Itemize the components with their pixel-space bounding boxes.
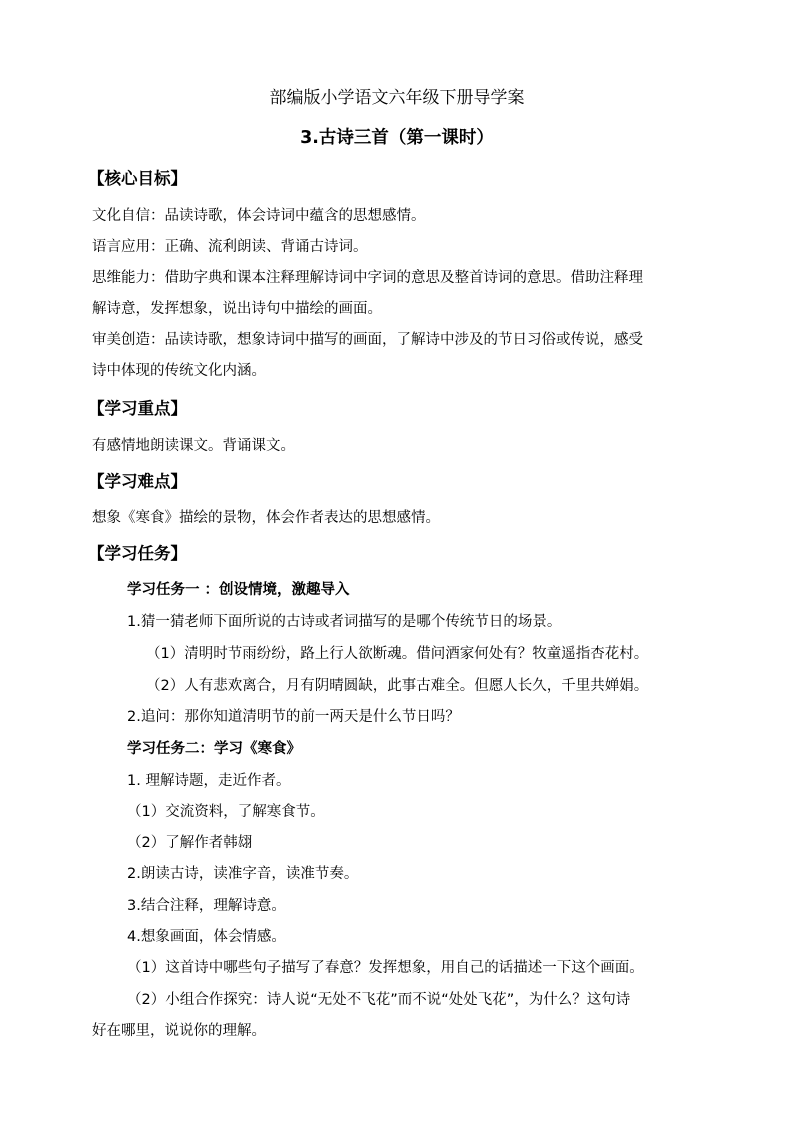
core-goal-line: 语言应用：正确、流利朗读、背诵古诗词。 bbox=[92, 239, 368, 255]
core-goal-line: 诗中体现的传统文化内涵。 bbox=[92, 363, 266, 379]
core-goals-heading: 【核心目标】 bbox=[88, 169, 187, 188]
task2-line: 1. 理解诗题，走近作者。 bbox=[127, 773, 291, 789]
core-goal-line: 思维能力：借助字典和课本注释理解诗词中字词的意思及整首诗词的意思。借助注释理 bbox=[92, 270, 643, 286]
task2-line: （2）了解作者韩翃 bbox=[127, 835, 253, 851]
task2-line: 3.结合注释，理解诗意。 bbox=[127, 898, 286, 914]
key-points-heading: 【学习重点】 bbox=[88, 399, 187, 418]
core-goal-line: 解诗意，发挥想象，说出诗句中描绘的画面。 bbox=[92, 301, 382, 317]
document-title: 部编版小学语文六年级下册导学案 bbox=[269, 88, 525, 108]
difficulties-heading: 【学习难点】 bbox=[88, 472, 187, 491]
task1-line: （1）清明时节雨纷纷，路上行人欲断魂。借问酒家何处有？牧童遥指杏花村。 bbox=[146, 646, 649, 662]
core-goal-line: 文化自信：品读诗歌，体会诗词中蕴含的思想感情。 bbox=[92, 208, 426, 224]
difficulties-text: 想象《寒食》描绘的景物，体会作者表达的思想感情。 bbox=[92, 510, 440, 526]
tasks-heading: 【学习任务】 bbox=[88, 544, 187, 563]
task1-line: 1.猜一猜老师下面所说的古诗或者词描写的是哪个传统节日的场景。 bbox=[127, 614, 562, 630]
task2-line: （2）小组合作探究：诗人说“无处不飞花”而不说“处处飞花”，为什么？这句诗 bbox=[127, 992, 631, 1008]
task2-line: （1）交流资料，了解寒食节。 bbox=[127, 804, 325, 820]
lesson-title: 3.古诗三首（第一课时） bbox=[300, 128, 494, 148]
task1-line: （2）人有悲欢离合，月有阴晴圆缺，此事古难全。但愿人长久，千里共婵娟。 bbox=[146, 678, 649, 694]
task1-line: 2.追问：那你知道清明节的前一两天是什么节日吗？ bbox=[127, 709, 460, 725]
task2-line: 4.想象画面，体会情感。 bbox=[127, 929, 286, 945]
task2-line: 2.朗读古诗，读准字音，读准节奏。 bbox=[127, 866, 359, 882]
task2-line: 好在哪里，说说你的理解。 bbox=[92, 1023, 266, 1039]
task2-title: 学习任务二：学习《寒食》 bbox=[127, 741, 301, 757]
core-goal-line: 审美创造：品读诗歌，想象诗词中描写的画面，了解诗中涉及的节日习俗或传说，感受 bbox=[92, 332, 643, 348]
task1-title: 学习任务一 ：创设情境，激趣导入 bbox=[127, 582, 350, 598]
key-points-text: 有感情地朗读课文。背诵课文。 bbox=[92, 438, 295, 454]
task2-line: （1）这首诗中哪些句子描写了春意？发挥想象，用自己的话描述一下这个画面。 bbox=[127, 960, 644, 976]
